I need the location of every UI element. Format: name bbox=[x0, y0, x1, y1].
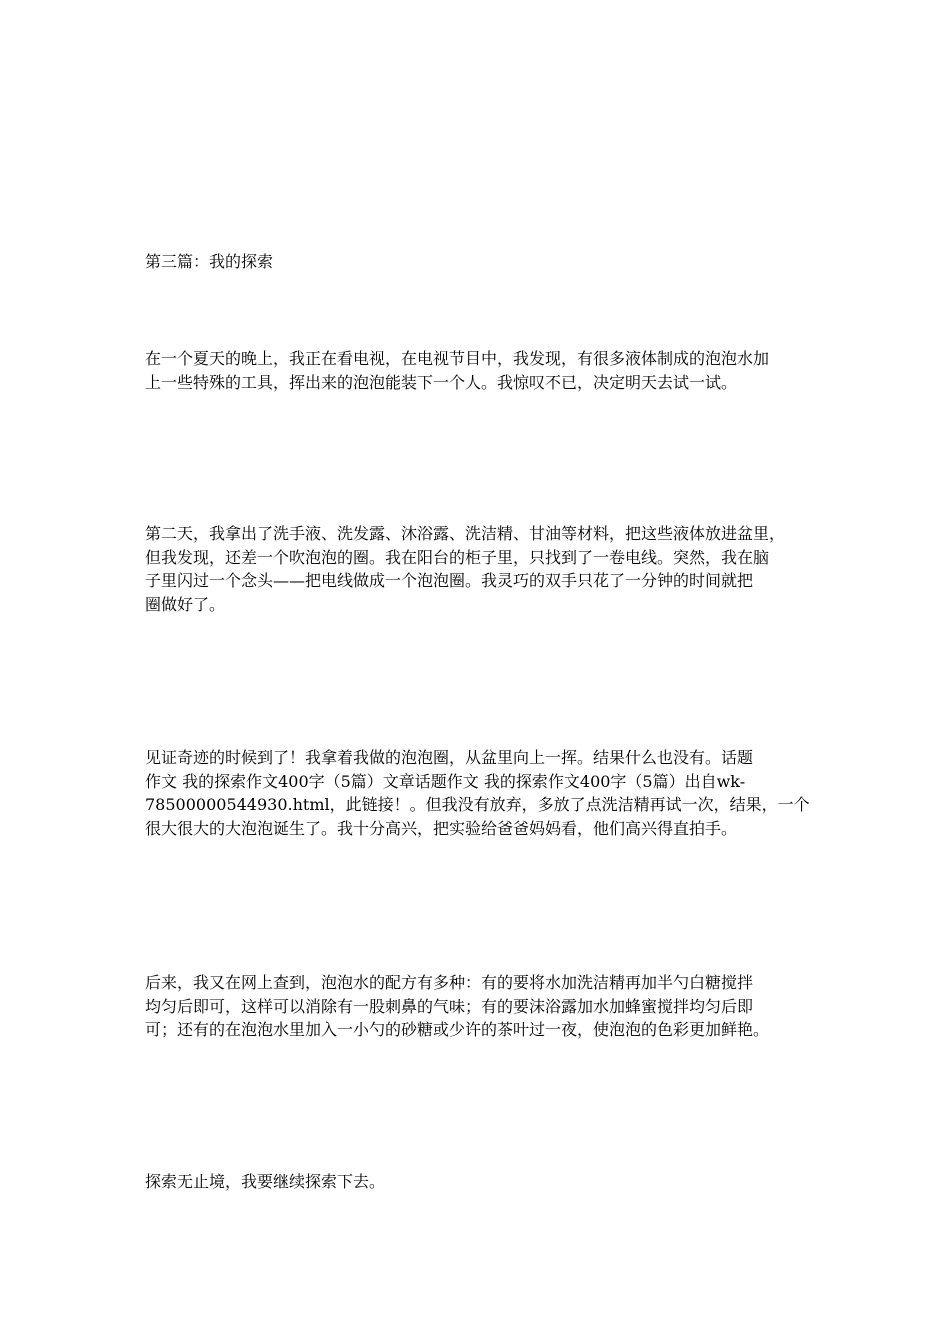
paragraph-line: 在一个夏天的晚上，我正在看电视，在电视节目中，我发现，有很多液体制成的泡泡水加 bbox=[145, 349, 770, 368]
title-text: 第三篇：我的探索 bbox=[145, 252, 274, 271]
paragraph-4 bbox=[145, 971, 825, 1042]
paragraph-line: 上一些特殊的工具，挥出来的泡泡能装下一个人。我惊叹不已，决定明天去试一试。 bbox=[145, 372, 738, 392]
paragraph-line: 探索无止境，我要继续探索下去。 bbox=[145, 1172, 386, 1191]
paragraph-line: 圈做好了。 bbox=[145, 594, 226, 614]
document-title bbox=[145, 250, 825, 274]
paragraph-line: 很大很大的大泡泡诞生了。我十分高兴，把实验给爸爸妈妈看，他们高兴得直拍手。 bbox=[145, 818, 738, 838]
paragraph-line: 均匀后即可，这样可以消除有一股刺鼻的气味；有的要沫浴露加水加蜂蜜搅拌均匀后即 bbox=[145, 996, 754, 1016]
paragraph-line: 78500000544930.html，此链接！。但我没有放弃，多放了点洗洁精再试一次，结果，一个 bbox=[145, 795, 810, 814]
paragraph-line: 见证奇迹的时候到了！我拿着我做的泡泡圈，从盆里向上一挥。结果什么也没有。话题 bbox=[145, 748, 754, 767]
paragraph-3 bbox=[145, 746, 825, 840]
paragraph-line: 可；还有的在泡泡水里加入一小勺的砂糖或少许的茶叶过一夜，使泡泡的色彩更加鲜艳。 bbox=[145, 1020, 770, 1039]
paragraph-line: 但我发现，还差一个吹泡泡的圈。我在阳台的柜子里，只找到了一卷电线。突然，我在脑 bbox=[145, 547, 770, 567]
paragraph-2 bbox=[145, 522, 825, 616]
paragraph-line: 第二天，我拿出了洗手液、洗发露、沐浴露、洗洁精、甘油等材料，把这些液体放进盆里， bbox=[145, 524, 786, 543]
paragraph-line: 作文 我的探索作文400字（5篇）文章话题作文 我的探索作文400字（5篇）出自wk- bbox=[145, 771, 746, 791]
paragraph-line: 子里闪过一个念头——把电线做成一个泡泡圈。我灵巧的双手只花了一分钟的时间就把 bbox=[145, 571, 754, 590]
paragraph-line: 后来，我又在网上查到，泡泡水的配方有多种：有的要将水加洗洁精再加半勺白糖搅拌 bbox=[145, 973, 754, 992]
paragraph-1 bbox=[145, 347, 825, 394]
paragraph-5 bbox=[145, 1170, 825, 1194]
